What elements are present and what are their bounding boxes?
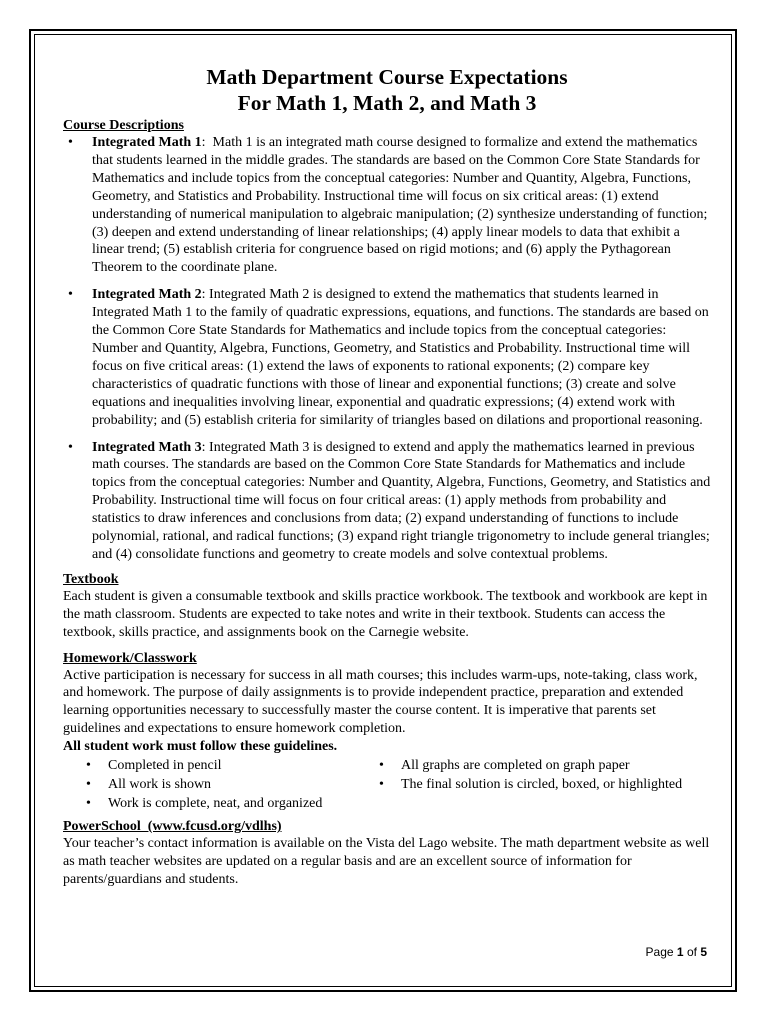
course-description: Math 1 is an integrated math course designed to formalize and extend the mathematics that students learned in the middle grades. The standards are based on the Common Core State Standards for Mathematics and include topics from the conceptual categories: Number and Quantity, Algebra, Functions, Geometry, and Statistics and Probability. Instructional time will focus on six critical areas: (1) extend understanding of numerical manipulation to algebraic manipulation; (2) synthesize understanding of function; (3) deepen and extend understanding of linear relationships; (4) apply linear models to data that exhibit a linear trend; (5) establish criteria for congruence based on rigid motions; and (6) apply the Pythagorean Theorem to the coordinate plane. xyxy=(92,135,711,276)
powerschool-paragraph: Your teacher’s contact information is available on the Vista del Lago website. The math department website as well as math teacher websites are updated on a regular basis and are an excellent source of information for parents/guardians and students. xyxy=(63,836,710,887)
course-name: Integrated Math 3 xyxy=(92,439,202,455)
course-name-suffix: : xyxy=(201,135,206,150)
homework-paragraph: Active participation is necessary for success in all math courses; this includes warm-ups, note-taking, class work, and homework. The purpose of daily assignments is to provide independent practice, preparation and extended learning opportunities necessary to successfully master the course content. It is imperative that parents set guidelines and expectations to ensure homework completion. xyxy=(63,667,698,737)
document-title xyxy=(63,64,711,116)
section-heading-textbook: Textbook xyxy=(63,571,119,587)
bullet-icon: • xyxy=(86,758,91,774)
title-line-1: Math Department Course Expectations xyxy=(206,65,568,89)
bullet-icon: • xyxy=(379,758,384,774)
title-line-2: For Math 1, Math 2, and Math 3 xyxy=(237,91,537,115)
course-item-math-1 xyxy=(63,134,711,277)
guideline-item: • The final solution is circled, boxed, or highlighted xyxy=(379,777,683,793)
course-name: Integrated Math 1 xyxy=(92,135,202,150)
guidelines-column-right xyxy=(376,756,682,794)
bullet-icon: • xyxy=(68,439,73,455)
section-heading-powerschool: PowerSchool (www.fcusd.org/vdlhs) xyxy=(63,819,282,835)
bullet-icon: • xyxy=(68,135,73,150)
course-item-math-2 xyxy=(63,286,711,429)
document-body xyxy=(63,64,711,889)
guideline-item: • All graphs are completed on graph paper xyxy=(379,758,630,774)
page-number: Page 1 of 5 xyxy=(645,945,707,959)
bullet-icon: • xyxy=(68,287,73,303)
guidelines-column-left xyxy=(83,756,322,813)
course-description: : Integrated Math 3 is designed to extend and apply the mathematics learned in previous math courses. The standards are based on the Common Core State Standards for Mathematics and include topics from the conceptual categories: Number and Quantity, Algebra, Functions, Geometry, and Statistics and Probability. Instructional time will focus on four critical areas: (1) apply methods from probability and statistics to draw inferences and conclusions from data; (2) expand understanding of functions to include polynomial, rational, and radical functions; (3) expand right triangle trigonometry to include general triangles; and (4) consolidate functions and geometry to create models and solve contextual problems. xyxy=(92,439,711,562)
section-heading-course-descriptions: Course Descriptions xyxy=(63,118,184,133)
course-item-math-3 xyxy=(63,439,711,564)
course-list xyxy=(63,134,711,564)
course-description: : Integrated Math 2 is designed to extend the mathematics that students learned in Integrated Math 1 to the family of quadratic expressions, equations, and functions. The standards are based on the Common Core State Standards for Mathematics and include topics from the conceptual categories: Number and Quantity, Algebra, Functions, Geometry, and Statistics and Probability. Instructional time will focus on five critical areas: (1) extend the laws of exponents to rational exponents; (2) compare key characteristics of quadratic functions with those of linear and exponential functions; (3) create and solve equations and inequalities involving linear, exponential and quadratic expressions; (4) extend work with probability; and (5) establish criteria for similarity of triangles based on dilations and proportional reasoning. xyxy=(92,287,709,428)
section-heading-homework: Homework/Classwork xyxy=(63,650,197,666)
guidelines-lead: All student work must follow these guidelines. xyxy=(63,739,338,755)
bullet-icon: • xyxy=(86,777,91,793)
guideline-item: • All work is shown xyxy=(86,777,212,793)
guideline-item: • Work is complete, neat, and organized xyxy=(86,796,323,812)
bullet-icon: • xyxy=(379,777,384,793)
guideline-item: • Completed in pencil xyxy=(86,758,222,774)
course-name: Integrated Math 2 xyxy=(92,287,202,303)
guidelines-list xyxy=(63,756,711,812)
bullet-icon: • xyxy=(86,796,91,812)
textbook-paragraph: Each student is given a consumable textbook and skills practice workbook. The textbook and workbook are kept in the math classroom. Students are expected to take notes and write in their textbook. Students can access the textbook, skills practice, and assignments book on the Carnegie website. xyxy=(63,588,708,640)
